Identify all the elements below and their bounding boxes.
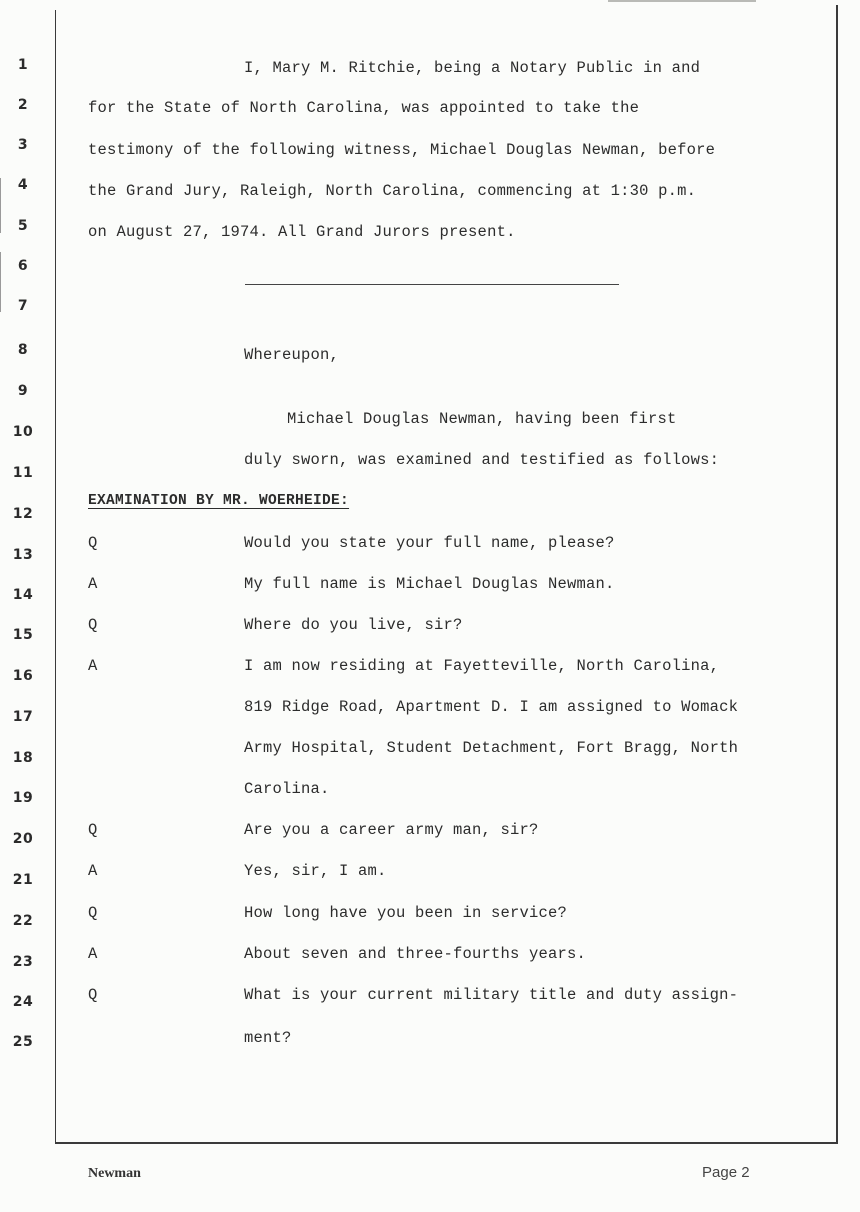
speaker-label: Q [88,616,98,634]
line-number: 9 [17,383,29,399]
speaker-label: Q [88,534,98,552]
line-number: 17 [12,709,34,725]
transcript-line-25: ment? [244,1029,292,1047]
line-number: 11 [12,465,34,481]
transcript-line-22: How long have you been in service? [244,904,568,922]
line-number: 16 [12,668,34,684]
line-number: 18 [12,750,34,766]
transcript-line-20: Are you a career army man, sir? [244,821,539,839]
scan-top-smudge [608,0,756,2]
line-number: 6 [17,258,29,274]
line-number: 14 [12,587,34,603]
speaker-label: A [88,575,98,593]
line-number: 4 [17,177,29,193]
transcript-line-15: Where do you live, sir? [244,616,463,634]
transcript-line-8: Whereupon, [244,346,340,364]
left-margin-rule [55,10,56,1143]
speaker-label: A [88,945,98,963]
transcript-line-17: 819 Ridge Road, Apartment D. I am assigned to Womack [244,698,739,716]
line-number: 21 [12,872,34,888]
line-number: 25 [12,1034,34,1050]
line-number: 10 [12,424,34,440]
line-number: 24 [12,994,34,1010]
speaker-label: Q [88,904,98,922]
line-number: 13 [12,547,34,563]
transcript-line-14: My full name is Michael Douglas Newman. [244,575,615,593]
transcript-line-5: on August 27, 1974. All Grand Jurors present. [88,223,516,241]
line-number: 19 [12,790,34,806]
footer-witness-name: Newman [88,1166,141,1181]
separator-rule [245,284,619,285]
bottom-margin-rule [55,1142,838,1144]
line-number: 3 [17,137,29,153]
line-number: 7 [17,298,29,314]
transcript-line-21: Yes, sir, I am. [244,862,387,880]
line-number: 12 [12,506,34,522]
line-number: 23 [12,954,34,970]
transcript-line-16: I am now residing at Fayetteville, North Carolina, [244,657,720,675]
line-number: 15 [12,627,34,643]
transcript-line-13: Would you state your full name, please? [244,534,615,552]
right-margin-rule [836,5,838,1143]
transcript-line-2: for the State of North Carolina, was appointed to take the [88,99,640,117]
speaker-label: A [88,862,98,880]
speaker-label: Q [88,821,98,839]
transcript-line-19: Carolina. [244,780,330,798]
transcript-line-18: Army Hospital, Student Detachment, Fort Bragg, North [244,739,739,757]
transcript-line-10: Michael Douglas Newman, having been first [287,410,677,428]
line-number: 22 [12,913,34,929]
line-number: 8 [17,342,29,358]
transcript-line-11: duly sworn, was examined and testified as follows: [244,451,720,469]
line-number: 2 [17,97,29,113]
transcript-line-1: I, Mary M. Ritchie, being a Notary Public in and [244,59,701,77]
transcript-line-24: What is your current military title and duty assign- [244,986,739,1004]
speaker-label: A [88,657,98,675]
footer-page-number: Page 2 [702,1164,750,1181]
line-number: 1 [17,57,29,73]
line-number: 20 [12,831,34,847]
transcript-line-3: testimony of the following witness, Michael Douglas Newman, before [88,141,716,159]
line-number: 5 [17,218,29,234]
examination-header: EXAMINATION BY MR. WOERHEIDE: [88,493,350,509]
transcript-line-4: the Grand Jury, Raleigh, North Carolina, commencing at 1:30 p.m. [88,182,697,200]
speaker-label: Q [88,986,98,1004]
transcript-line-23: About seven and three-fourths years. [244,945,587,963]
